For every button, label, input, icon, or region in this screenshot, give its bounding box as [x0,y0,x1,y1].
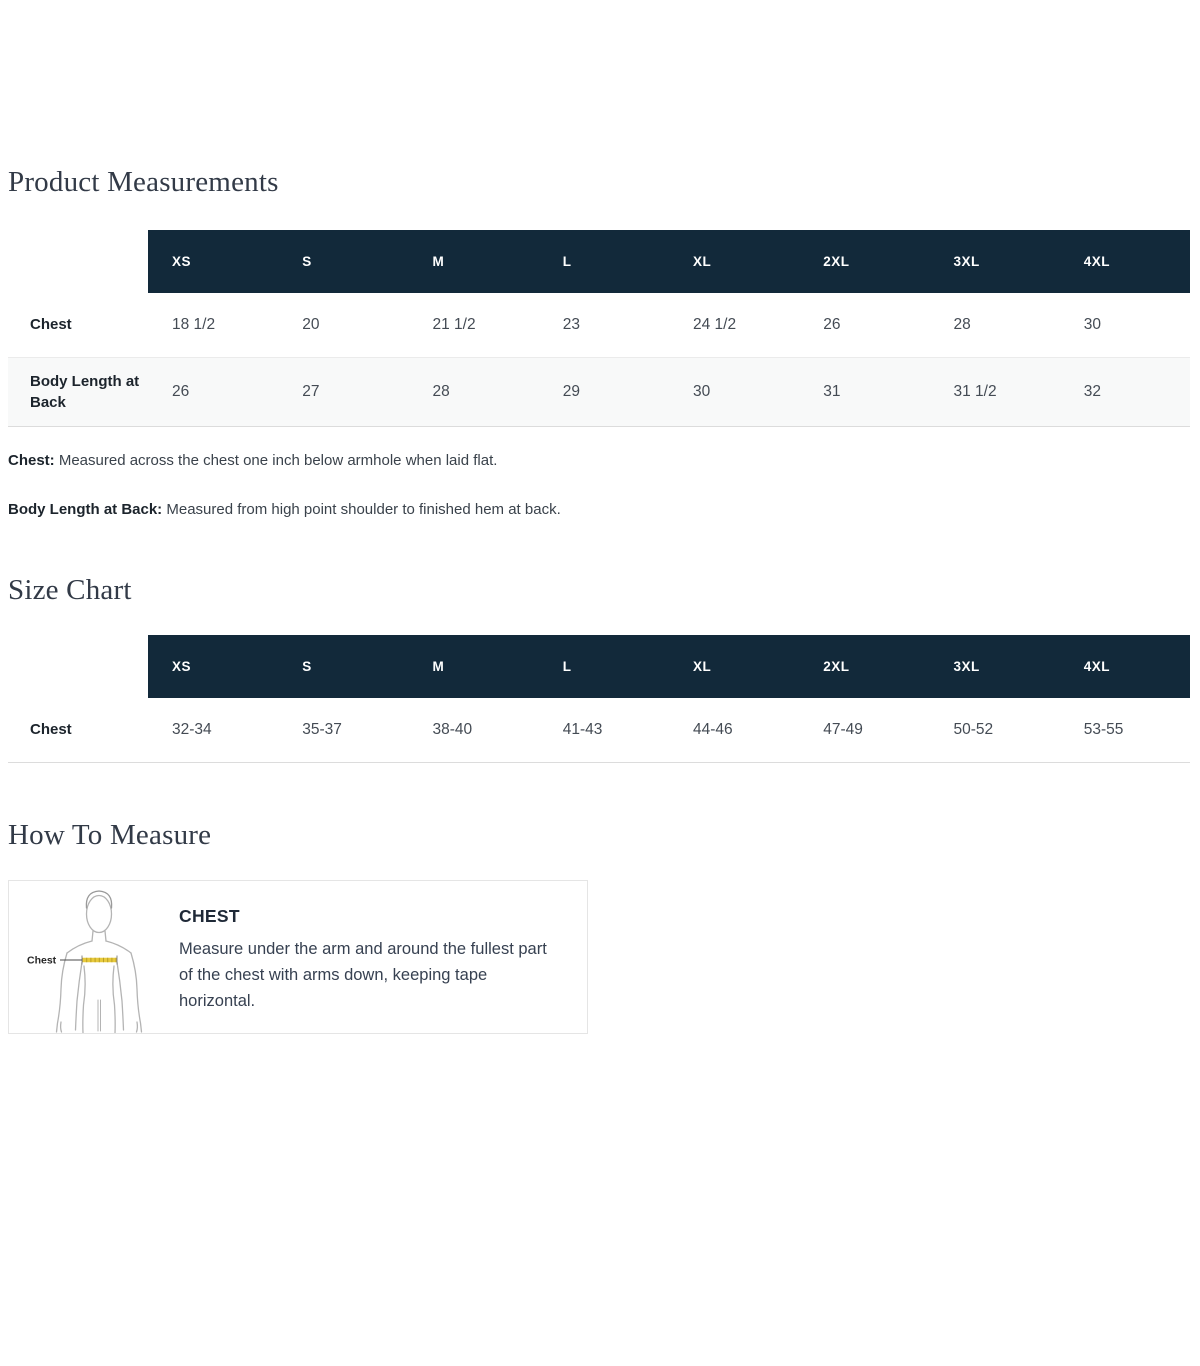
size-header-row [8,635,1190,698]
size-cell: 26 [172,382,190,400]
sizing-page [0,166,1200,1034]
header-corner-cell [8,230,148,293]
size-cell: 38-40 [432,720,473,738]
header-corner-cell [8,635,148,698]
measurement-figure [9,881,179,1033]
size-cell: 31 [823,382,841,400]
row-label-chest: Chest [30,316,72,334]
how-to-measure-card [8,880,588,1034]
chest-section-description: Measure under the arm and around the fullest part of the chest with arms down, keeping tape horizontal. [179,940,547,1010]
size-header-row [8,230,1190,293]
note-body-length-term: Body Length at Back: [8,500,163,518]
size-cell: 30 [693,382,711,400]
size-column-header: L [539,230,669,293]
size-column-header: 4XL [1060,635,1190,698]
size-cell: 53-55 [1083,720,1124,738]
how-to-measure-title: How To Measure [8,819,212,851]
note-chest-text: Measured across the chest one inch below armhole when laid flat. [54,451,498,469]
product-measurements-title: Product Measurements [8,166,279,198]
size-cell: 28 [953,315,971,333]
table-row-chest-range [8,698,1190,763]
size-column-header: 2XL [799,230,929,293]
size-column-header: M [409,230,539,293]
size-cell: 30 [1083,315,1101,333]
table-row-chest [8,293,1190,357]
size-column-header: 2XL [799,635,929,698]
size-cell: 32-34 [172,720,212,738]
size-column-header: XL [669,230,799,293]
size-column-header: S [278,230,408,293]
size-cell: 50-52 [953,720,994,738]
size-cell: 20 [302,315,320,333]
how-to-measure-text [179,881,565,1033]
size-cell: 26 [823,315,841,333]
size-cell: 32 [1083,382,1101,400]
size-chart-table [8,635,1190,764]
size-cell: 47-49 [823,720,863,738]
size-cell: 41-43 [562,720,603,738]
note-body-length-text: Measured from high point shoulder to finished hem at back. [162,500,561,518]
product-measurements-table [8,230,1190,427]
size-cell: 35-37 [302,720,342,738]
note-chest [8,451,1190,471]
chest-figure-label: Chest [27,954,57,967]
note-chest-term: Chest: [8,451,55,469]
size-cell: 24 1/2 [693,315,737,333]
size-column-header: XS [148,230,278,293]
size-column-header: L [539,635,669,698]
size-chart-title: Size Chart [8,573,132,606]
body-outline-icon [19,881,169,1033]
size-cell: 18 1/2 [172,315,216,333]
size-column-header: M [409,635,539,698]
size-column-header: 3XL [930,635,1060,698]
size-cell: 21 1/2 [432,315,476,333]
size-column-header: S [278,635,408,698]
size-column-header: 3XL [930,230,1060,293]
size-cell: 27 [302,382,320,400]
size-column-header: 4XL [1060,230,1190,293]
size-cell: 28 [432,382,450,400]
measurement-notes [8,451,1190,520]
size-column-header: XL [669,635,799,698]
size-cell: 44-46 [693,720,733,738]
row-label-chest: Chest [30,721,72,739]
table-row-body-length [8,357,1190,426]
size-cell: 23 [562,315,580,333]
size-cell: 31 1/2 [953,382,997,400]
note-body-length [8,500,1190,520]
size-column-header: XS [148,635,278,698]
size-cell: 29 [562,382,580,400]
row-label-body-length: Body Length at Back [30,372,140,411]
chest-section-heading: CHEST [179,906,240,926]
